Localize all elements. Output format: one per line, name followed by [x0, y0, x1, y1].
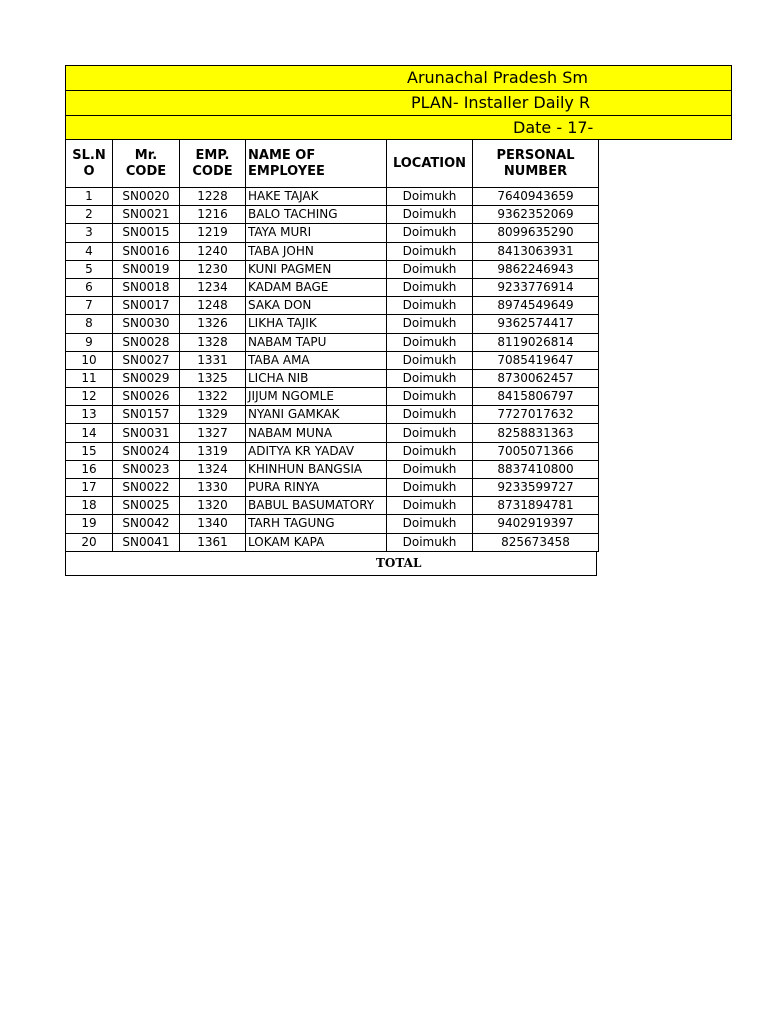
table-row: [66, 406, 599, 424]
table-cell-loc: Doimukh: [387, 442, 473, 460]
date-label: Date - 17-: [513, 118, 594, 137]
table-cell-name: LOKAM KAPA: [246, 533, 387, 551]
table-cell-phone: 8413063931: [473, 242, 599, 260]
table-cell-emp: 1340: [180, 515, 246, 533]
table-cell-mr: SN0021: [113, 206, 180, 224]
table-row: [66, 278, 599, 296]
plan-banner: [65, 90, 732, 115]
table-cell-phone: 8730062457: [473, 369, 599, 387]
table-cell-mr: SN0017: [113, 297, 180, 315]
table-cell-mr: SN0020: [113, 188, 180, 206]
table-cell-mr: SN0016: [113, 242, 180, 260]
table-cell-loc: Doimukh: [387, 242, 473, 260]
table-cell-mr: SN0024: [113, 442, 180, 460]
table-cell-loc: Doimukh: [387, 388, 473, 406]
table-cell-sl: 10: [66, 351, 113, 369]
table-cell-name: NABAM MUNA: [246, 424, 387, 442]
table-cell-sl: 17: [66, 479, 113, 497]
table-cell-emp: 1331: [180, 351, 246, 369]
table-cell-sl: 3: [66, 224, 113, 242]
table-cell-name: BALO TACHING: [246, 206, 387, 224]
total-label: TOTAL: [376, 556, 422, 570]
table-cell-phone: 825673458: [473, 533, 599, 551]
table-cell-sl: 13: [66, 406, 113, 424]
table-cell-loc: Doimukh: [387, 297, 473, 315]
table-cell-loc: Doimukh: [387, 533, 473, 551]
table-cell-phone: 9362574417: [473, 315, 599, 333]
table-cell-mr: SN0041: [113, 533, 180, 551]
table-cell-emp: 1320: [180, 497, 246, 515]
table-cell-phone: 9402919397: [473, 515, 599, 533]
table-cell-sl: 15: [66, 442, 113, 460]
table-cell-sl: 7: [66, 297, 113, 315]
table-cell-name: HAKE TAJAK: [246, 188, 387, 206]
table-cell-loc: Doimukh: [387, 424, 473, 442]
table-cell-phone: 8974549649: [473, 297, 599, 315]
table-cell-emp: 1240: [180, 242, 246, 260]
table-row: [66, 315, 599, 333]
table-cell-emp: 1219: [180, 224, 246, 242]
table-row: [66, 442, 599, 460]
table-cell-mr: SN0019: [113, 260, 180, 278]
table-cell-sl: 16: [66, 460, 113, 478]
table-cell-loc: Doimukh: [387, 497, 473, 515]
table-cell-name: KUNI PAGMEN: [246, 260, 387, 278]
table-cell-loc: Doimukh: [387, 206, 473, 224]
col-header-location: LOCATION: [387, 140, 473, 188]
table-cell-name: PURA RINYA: [246, 479, 387, 497]
col-header-empcode: EMP. CODE: [180, 140, 246, 188]
table-cell-phone: 9233599727: [473, 479, 599, 497]
table-cell-sl: 18: [66, 497, 113, 515]
table-cell-emp: 1330: [180, 479, 246, 497]
table-row: [66, 333, 599, 351]
table-cell-sl: 19: [66, 515, 113, 533]
table-row: [66, 533, 599, 551]
table-cell-loc: Doimukh: [387, 188, 473, 206]
table-cell-phone: 8731894781: [473, 497, 599, 515]
table-row: [66, 460, 599, 478]
table-cell-emp: 1319: [180, 442, 246, 460]
table-cell-phone: 8837410800: [473, 460, 599, 478]
table-cell-name: TABA AMA: [246, 351, 387, 369]
table-cell-name: TAYA MURI: [246, 224, 387, 242]
table-cell-mr: SN0028: [113, 333, 180, 351]
table-cell-mr: SN0023: [113, 460, 180, 478]
table-cell-sl: 6: [66, 278, 113, 296]
table-cell-emp: 1361: [180, 533, 246, 551]
table-cell-phone: 8099635290: [473, 224, 599, 242]
table-cell-emp: 1326: [180, 315, 246, 333]
table-cell-loc: Doimukh: [387, 224, 473, 242]
table-cell-emp: 1216: [180, 206, 246, 224]
table-cell-loc: Doimukh: [387, 315, 473, 333]
table-cell-loc: Doimukh: [387, 333, 473, 351]
table-cell-name: KADAM BAGE: [246, 278, 387, 296]
table-cell-sl: 12: [66, 388, 113, 406]
table-cell-mr: SN0027: [113, 351, 180, 369]
table-cell-mr: SN0029: [113, 369, 180, 387]
table-cell-sl: 5: [66, 260, 113, 278]
table-cell-phone: 8415806797: [473, 388, 599, 406]
table-cell-name: TABA JOHN: [246, 242, 387, 260]
table-cell-mr: SN0015: [113, 224, 180, 242]
table-row: [66, 369, 599, 387]
table-cell-sl: 2: [66, 206, 113, 224]
table-cell-mr: SN0026: [113, 388, 180, 406]
table-cell-loc: Doimukh: [387, 260, 473, 278]
table-row: [66, 351, 599, 369]
table-cell-loc: Doimukh: [387, 369, 473, 387]
table-row: [66, 242, 599, 260]
table-row: [66, 188, 599, 206]
table-cell-name: SAKA DON: [246, 297, 387, 315]
table-cell-mr: SN0042: [113, 515, 180, 533]
table-cell-name: LIKHA TAJIK: [246, 315, 387, 333]
col-header-personal: PERSONAL NUMBER: [473, 140, 599, 188]
table-cell-phone: 8119026814: [473, 333, 599, 351]
table-cell-sl: 9: [66, 333, 113, 351]
table-cell-loc: Doimukh: [387, 515, 473, 533]
table-cell-sl: 8: [66, 315, 113, 333]
total-row: [65, 552, 597, 576]
table-cell-mr: SN0030: [113, 315, 180, 333]
table-row: [66, 388, 599, 406]
sheet-title-banner: [65, 65, 732, 90]
table-row: [66, 424, 599, 442]
table-row: [66, 497, 599, 515]
table-cell-mr: SN0022: [113, 479, 180, 497]
table-row: [66, 224, 599, 242]
table-cell-sl: 4: [66, 242, 113, 260]
table-cell-loc: Doimukh: [387, 278, 473, 296]
table-cell-emp: 1234: [180, 278, 246, 296]
table-cell-mr: SN0157: [113, 406, 180, 424]
table-cell-emp: 1248: [180, 297, 246, 315]
table-cell-name: NABAM TAPU: [246, 333, 387, 351]
table-cell-loc: Doimukh: [387, 351, 473, 369]
table-cell-emp: 1327: [180, 424, 246, 442]
table-cell-phone: 7005071366: [473, 442, 599, 460]
table-cell-name: BABUL BASUMATORY: [246, 497, 387, 515]
table-cell-name: TARH TAGUNG: [246, 515, 387, 533]
table-cell-mr: SN0025: [113, 497, 180, 515]
table-cell-emp: 1325: [180, 369, 246, 387]
table-cell-loc: Doimukh: [387, 460, 473, 478]
table-cell-emp: 1324: [180, 460, 246, 478]
table-cell-emp: 1228: [180, 188, 246, 206]
table-cell-sl: 14: [66, 424, 113, 442]
table-cell-name: NYANI GAMKAK: [246, 406, 387, 424]
table-cell-phone: 9233776914: [473, 278, 599, 296]
table-row: [66, 479, 599, 497]
sheet-title: Arunachal Pradesh Sm: [407, 68, 588, 87]
table-cell-emp: 1230: [180, 260, 246, 278]
table-cell-phone: 7085419647: [473, 351, 599, 369]
table-cell-sl: 20: [66, 533, 113, 551]
table-cell-emp: 1328: [180, 333, 246, 351]
table-cell-emp: 1329: [180, 406, 246, 424]
table-row: [66, 260, 599, 278]
table-cell-loc: Doimukh: [387, 479, 473, 497]
table-header-row: [66, 140, 599, 188]
table-cell-phone: 9862246943: [473, 260, 599, 278]
table-cell-name: LICHA NIB: [246, 369, 387, 387]
table-cell-sl: 11: [66, 369, 113, 387]
table-cell-phone: 7640943659: [473, 188, 599, 206]
col-header-mrcode: Mr. CODE: [113, 140, 180, 188]
table-row: [66, 297, 599, 315]
plan-title: PLAN- Installer Daily R: [411, 93, 591, 112]
table-cell-name: JIJUM NGOMLE: [246, 388, 387, 406]
employee-table: [65, 139, 599, 552]
col-header-slno: SL.N O: [66, 140, 113, 188]
table-cell-mr: SN0018: [113, 278, 180, 296]
table-cell-phone: 9362352069: [473, 206, 599, 224]
date-banner: [65, 115, 732, 140]
table-cell-mr: SN0031: [113, 424, 180, 442]
table-cell-name: KHINHUN BANGSIA: [246, 460, 387, 478]
table-cell-loc: Doimukh: [387, 406, 473, 424]
table-row: [66, 206, 599, 224]
col-header-name: NAME OF EMPLOYEE: [246, 140, 387, 188]
table-row: [66, 515, 599, 533]
table-cell-phone: 7727017632: [473, 406, 599, 424]
table-cell-name: ADITYA KR YADAV: [246, 442, 387, 460]
table-cell-emp: 1322: [180, 388, 246, 406]
blank-area: [597, 140, 768, 580]
table-cell-phone: 8258831363: [473, 424, 599, 442]
table-cell-sl: 1: [66, 188, 113, 206]
